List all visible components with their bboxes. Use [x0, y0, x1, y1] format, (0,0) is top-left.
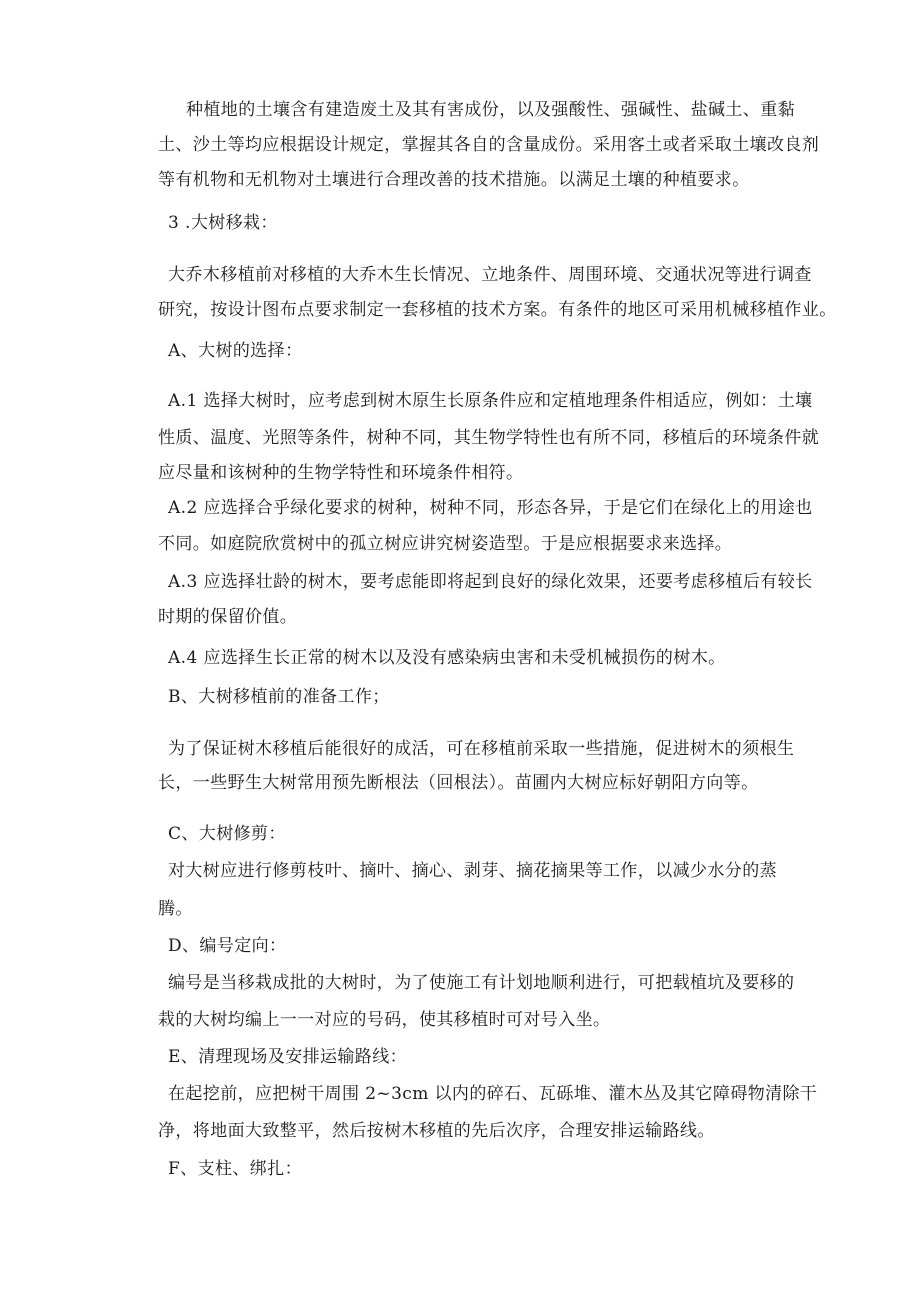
- paragraph-soil-line-2: 土、沙土等均应根据设计规定，掌握其各自的含量成份。采用客土或者采取土壤改良剂: [158, 135, 820, 155]
- paragraph-b-line-2: 长，一些野生大树常用预先断根法（回根法）。苗圃内大树应标好朝阳方向等。: [158, 773, 759, 793]
- paragraph-e-line-1: 在起挖前，应把树干周围 2~3cm 以内的碎石、瓦砾堆、灌木丛及其它障碍物清除干: [168, 1084, 818, 1104]
- paragraph-soil-line-3: 等有机物和无机物对土壤进行合理改善的技术措施。以满足土壤的种植要求。: [158, 170, 750, 190]
- paragraph-a2-line-2: 不同。如庭院欣赏树中的孤立树应讲究树姿造型。于是应根据要求来选择。: [158, 534, 733, 554]
- paragraph-b-line-1: 为了保证树木移植后能很好的成活，可在移植前采取一些措施，促进树木的须根生: [168, 739, 795, 759]
- paragraph-a4: A.4 应选择生长正常的树木以及没有感染病虫害和未受机械损伤的树木。: [168, 648, 726, 668]
- paragraph-e-line-2: 净，将地面大致整平，然后按树木移植的先后次序，合理安排运输路线。: [158, 1121, 715, 1141]
- paragraph-a1-line-3: 应尽量和该树种的生物学特性和环境条件相符。: [158, 463, 524, 483]
- paragraph-c-line-2: 腾。: [158, 899, 193, 919]
- paragraph-d-line-1: 编号是当移栽成批的大树时，为了使施工有计划地顺利进行，可把载植坑及要移的: [168, 973, 795, 993]
- paragraph-a3-line-2: 时期的保留价值。: [158, 607, 298, 627]
- paragraph-transplant-line-2: 研究，按设计图布点要求制定一套移植的技术方案。有条件的地区可采用机械移植作业。: [158, 300, 837, 320]
- subheading-e-site-clearing: E、清理现场及安排运输路线：: [168, 1047, 408, 1067]
- subheading-f-support: F、支柱、绑扎：: [168, 1159, 302, 1179]
- subheading-b-preparation: B、大树移植前的准备工作；: [168, 687, 390, 707]
- subheading-c-pruning: C、大树修剪：: [168, 824, 286, 844]
- paragraph-c-line-1: 对大树应进行修剪枝叶、摘叶、摘心、剥芽、摘花摘果等工作，以减少水分的蒸: [168, 861, 777, 881]
- paragraph-soil-line-1: 种植地的土壤含有建造废土及其有害成份，以及强酸性、强碱性、盐碱土、重黏: [186, 100, 795, 120]
- paragraph-a1-line-1: A.1 选择大树时，应考虑到树木原生长原条件应和定植地理条件相适应，例如：土壤: [168, 391, 813, 411]
- paragraph-a3-line-1: A.3 应选择壮龄的树木，要考虑能即将起到良好的绿化效果，还要考虑移植后有较长: [168, 572, 813, 592]
- paragraph-transplant-line-1: 大乔木移植前对移植的大乔木生长情况、立地条件、周围环境、交通状况等进行调查: [168, 265, 812, 285]
- subheading-a-selection: A、大树的选择：: [168, 341, 303, 361]
- subheading-d-numbering: D、编号定向：: [168, 936, 287, 956]
- paragraph-d-line-2: 栽的大树均编上一一对应的号码，使其移植时可对号入坐。: [158, 1010, 611, 1030]
- paragraph-a2-line-1: A.2 应选择合乎绿化要求的树种，树种不同，形态各异，于是它们在绿化上的用途也: [168, 498, 813, 518]
- paragraph-a1-line-2: 性质、温度、光照等条件，树种不同，其生物学特性也有所不同，移植后的环境条件就: [158, 428, 820, 448]
- section-heading-tree-transplant: 3 .大树移栽：: [168, 213, 278, 233]
